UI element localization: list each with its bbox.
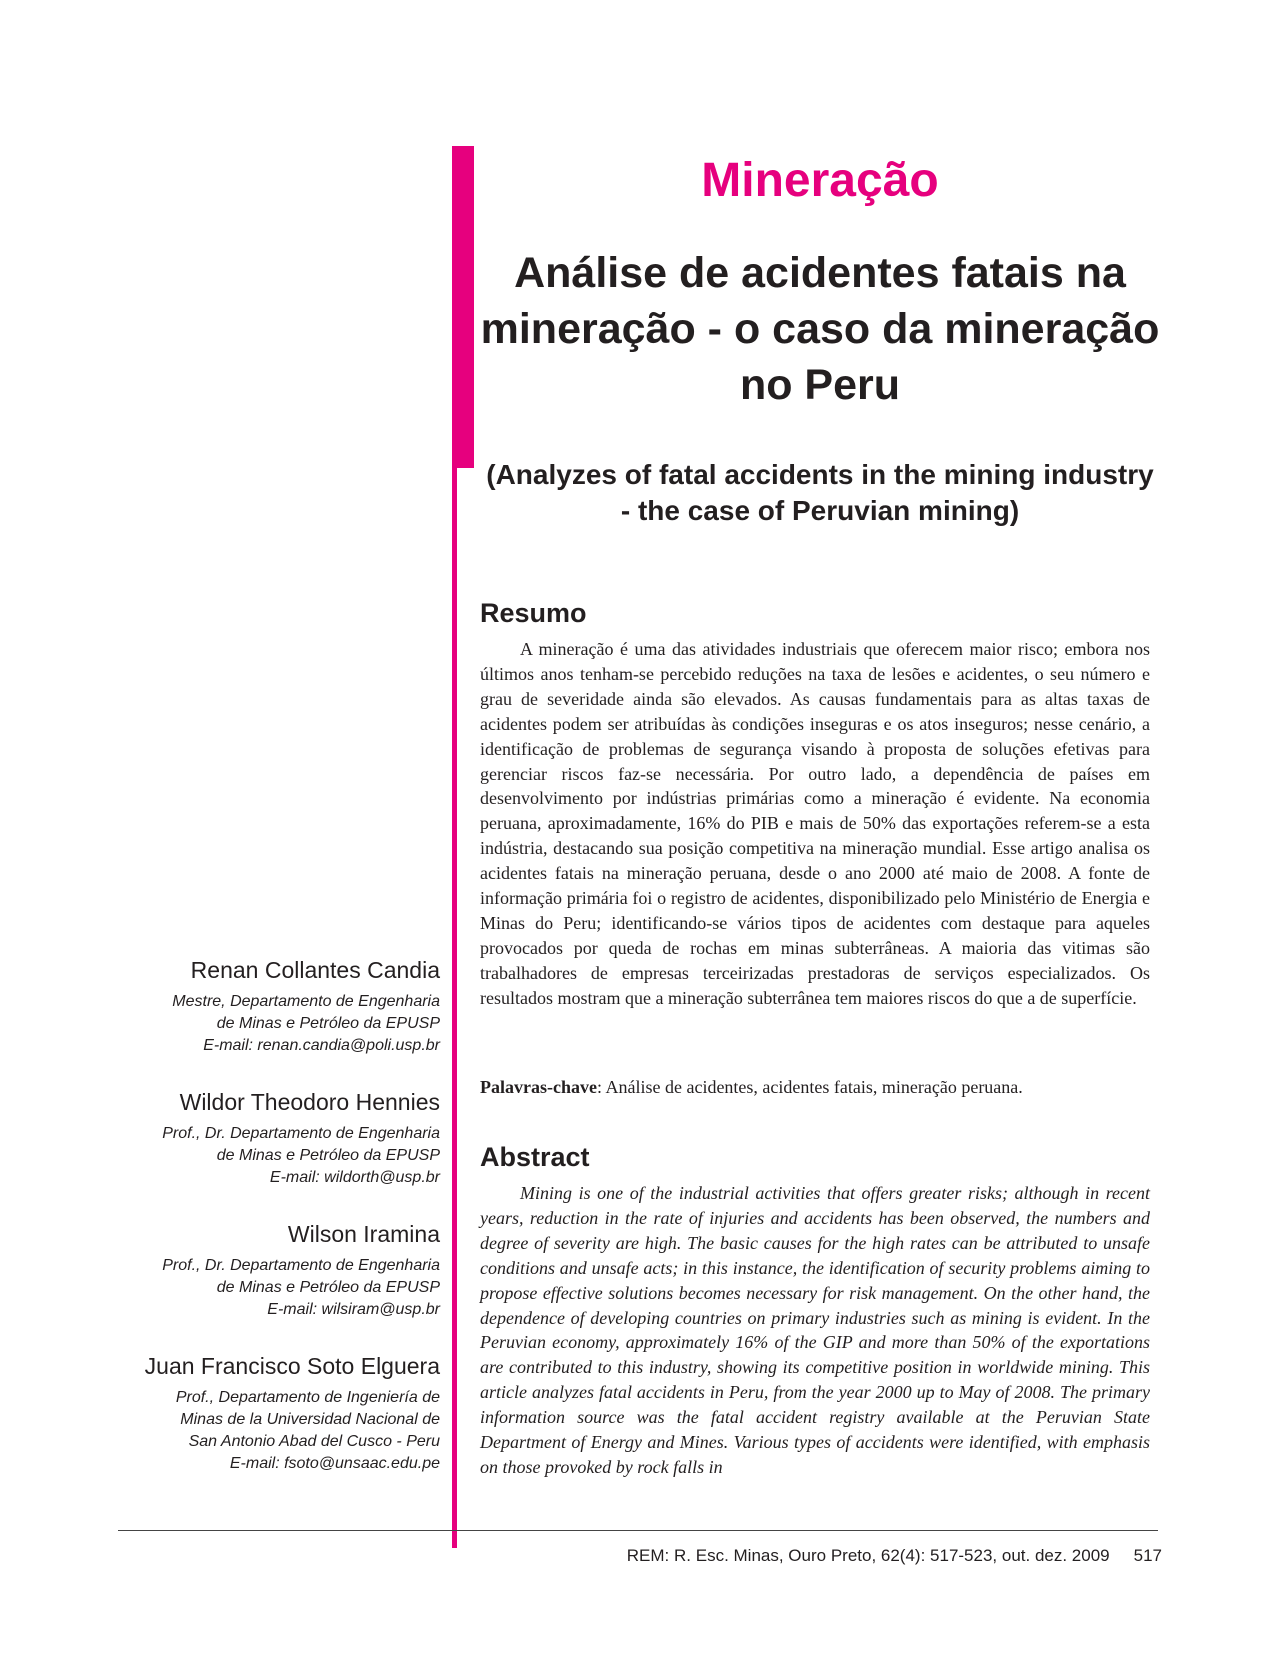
- keywords: [480, 1075, 1150, 1099]
- page-number: 517: [1133, 1546, 1162, 1565]
- author-name: Juan Francisco Soto Elguera: [144, 1353, 440, 1379]
- author-email: E-mail: wildorth@usp.br: [269, 1169, 440, 1186]
- author-block: [100, 1087, 440, 1189]
- resumo-heading: Resumo: [480, 598, 587, 628]
- accent-bar: [452, 146, 474, 468]
- abstract-text: Mining is one of the industrial activities that offers greater risks; although in recent years, reduction in the rate of injuries and accidents has been observed, the numbers and degree of severity are high. The basic causes for the high rates can be attributed to unsafe conditions and unsafe acts; in this instance, the identification of security problems aiming to propose effective solutions becomes necessary for risk management. On the other hand, the dependence of developing countries on primary industries such as mining is evident. In the Peruvian economy, approximately 16% of the GIP and more than 50% of the exportations are contributed to this industry, showing its competitive position in worldwide mining. This article analyzes fatal accidents in Peru, from the year 2000 up to May of 2008. The primary information source was the fatal accident registry available at the Peruvian State Department of Energy and Mines. Various types of accidents were identified, with emphasis on those provoked by rock falls in: [480, 1183, 1150, 1477]
- footer-citation: REM: R. Esc. Minas, Ouro Preto, 62(4): 517-523, out. dez. 2009: [626, 1546, 1110, 1565]
- author-block: [100, 955, 440, 1057]
- author-name: Wilson Iramina: [287, 1221, 440, 1247]
- author-email: E-mail: fsoto@unsaac.edu.pe: [229, 1455, 440, 1472]
- author-name: Wildor Theodoro Hennies: [179, 1089, 440, 1115]
- page-footer: [627, 1545, 1162, 1567]
- keywords-label: Palavras-chave: [480, 1077, 597, 1097]
- author-block: [100, 1351, 440, 1475]
- accent-divider-line: [452, 468, 457, 1548]
- abstract-heading: Abstract: [480, 1142, 590, 1172]
- author-affiliation: Prof., Departamento de Ingeniería de: [175, 1389, 440, 1406]
- keywords-text: : Análise de acidentes, acidentes fatais, mineração peruana.: [596, 1077, 1023, 1097]
- author-name: Renan Collantes Candia: [190, 957, 440, 983]
- author-affiliation: Prof., Dr. Departamento de Engenharia: [162, 1125, 440, 1142]
- author-block: [100, 1219, 440, 1321]
- author-affiliation: Prof., Dr. Departamento de Engenharia: [162, 1257, 440, 1274]
- author-email: E-mail: renan.candia@poli.usp.br: [203, 1037, 440, 1054]
- article-title: Análise de acidentes fatais na mineração - o caso da mineração no Peru: [480, 249, 1160, 409]
- resumo-text: A mineração é uma das atividades industriais que oferecem maior risco; embora nos últimos anos tenham-se percebido reduções na taxa de lesões e acidentes, o seu número e grau de severidade ainda são elevados. As causas fundamentais para as altas taxas de acidentes podem ser atribuídas às condições inseguras e os atos inseguros; nesse cenário, a identificação de problemas de segurança visando à proposta de soluções efetivas para gerenciar riscos faz-se necessária. Por outro lado, a dependência de países em desenvolvimento por indústrias primárias como a mineração é evidente. Na economia peruana, aproximadamente, 16% do PIB e mais de 50% das exportações referem-se a esta indústria, destacando sua posição competitiva na mineração mundial. Esse artigo analisa os acidentes fatais na mineração peruana, desde o ano 2000 até maio de 2008. A fonte de informação primária foi o registro de acidentes, disponibilizado pelo Ministério de Energia e Minas do Peru; identificando-se vários tipos de acidentes com destaque para aqueles provocados por queda de rochas em minas subterrâneas. A maioria das vitimas são trabalhadores de empresas terceirizadas prestadoras de serviços especializados. Os resultados mostram que a mineração subterrânea tem maiores riscos do que a de superfície.: [480, 639, 1150, 1008]
- author-email: E-mail: wilsiram@usp.br: [267, 1301, 440, 1318]
- author-affiliation: de Minas e Petróleo da EPUSP: [216, 1147, 440, 1164]
- author-affiliation: San Antonio Abad del Cusco - Peru: [188, 1433, 440, 1450]
- footer-divider: [118, 1530, 1158, 1531]
- author-affiliation: de Minas e Petróleo da EPUSP: [216, 1279, 440, 1296]
- section-name: Mineração: [701, 154, 939, 207]
- author-affiliation: de Minas e Petróleo da EPUSP: [216, 1015, 440, 1032]
- author-affiliation: Mestre, Departamento de Engenharia: [172, 993, 440, 1010]
- author-affiliation: Minas de la Universidad Nacional de: [180, 1411, 440, 1428]
- article-subtitle: (Analyzes of fatal accidents in the mining industry - the case of Peruvian mining): [486, 459, 1154, 526]
